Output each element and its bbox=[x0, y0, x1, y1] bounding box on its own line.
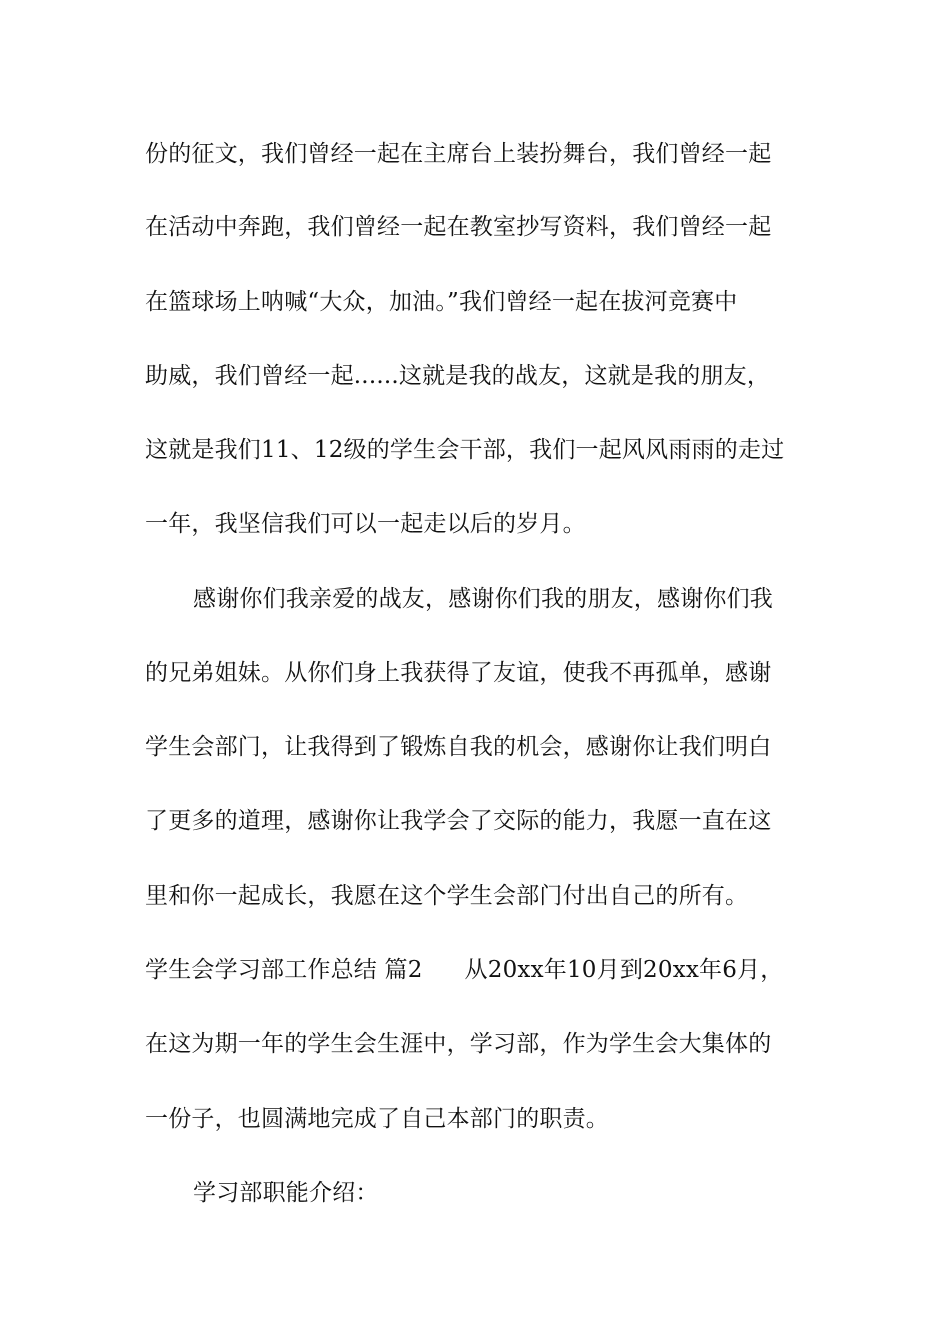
text-line-1: 份的征文，我们曾经一起在主席台上装扮舞台，我们曾经一起 bbox=[145, 141, 772, 167]
paragraph-3-line-2: 一份子，也圆满地完成了自己本部门的职责。 bbox=[145, 1106, 609, 1132]
paragraph-3-line-1: 在这为期一年的学生会生涯中，学习部，作为学生会大集体的 bbox=[145, 1031, 772, 1057]
subheading: 学习部职能介绍： bbox=[193, 1180, 379, 1206]
section-title: 学生会学习部工作总结 篇2 bbox=[145, 957, 423, 983]
text-line-3: 在篮球场上呐喊“大众，加油。”我们曾经一起在拔河竞赛中 bbox=[145, 289, 738, 315]
paragraph-2-line-3: 学生会部门，让我得到了锻炼自我的机会，感谢你让我们明白 bbox=[145, 734, 772, 760]
date-range-text: 从20xx年10月到20xx年6月， bbox=[464, 957, 784, 983]
paragraph-2-line-1: 感谢你们我亲爱的战友，感谢你们我的朋友，感谢你们我 bbox=[193, 586, 773, 612]
section-title-line bbox=[145, 952, 825, 988]
text-line-2: 在活动中奔跑，我们曾经一起在教室抄写资料，我们曾经一起 bbox=[145, 214, 772, 240]
paragraph-2-line-2: 的兄弟姐妹。从你们身上我获得了友谊，使我不再孤单，感谢 bbox=[145, 660, 772, 686]
text-line-4: 助威，我们曾经一起......这就是我的战友，这就是我的朋友， bbox=[145, 363, 771, 389]
text-line-5: 这就是我们11、12级的学生会干部，我们一起风风雨雨的走过 bbox=[145, 437, 785, 463]
paragraph-2-line-5: 里和你一起成长，我愿在这个学生会部门付出自己的所有。 bbox=[145, 883, 749, 909]
text-line-6: 一年，我坚信我们可以一起走以后的岁月。 bbox=[145, 511, 586, 537]
paragraph-2-line-4: 了更多的道理，感谢你让我学会了交际的能力，我愿一直在这 bbox=[145, 808, 772, 834]
